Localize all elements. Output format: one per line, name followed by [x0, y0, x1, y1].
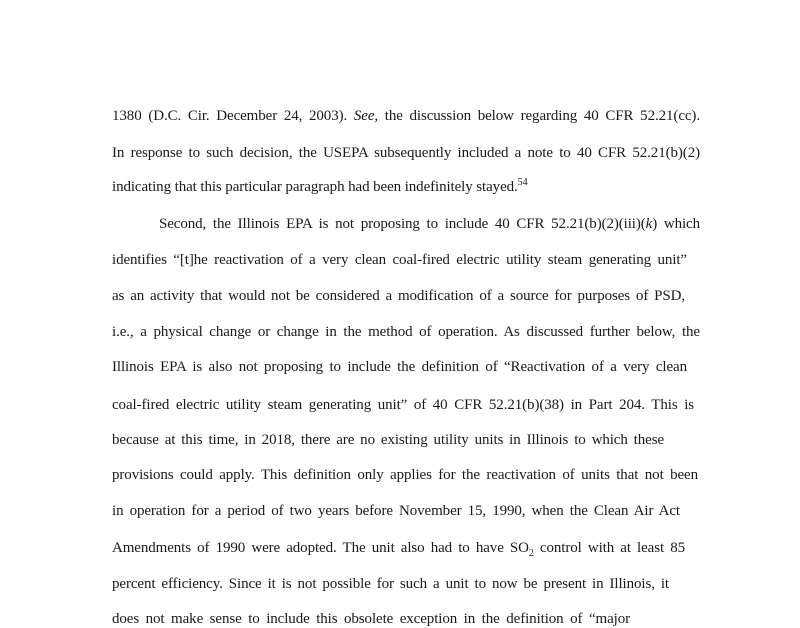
text-line — [112, 144, 700, 162]
text-run: Illinois EPA is also not proposing to include the definition of “Reactivation of a very clean — [112, 359, 687, 375]
text-run: in operation for a period of two years before November 15, 1990, when the Clean Air Act — [112, 503, 680, 519]
text-run: coal-fired electric utility steam generating unit” of 40 CFR 52.21(b)(38) in Part 204. This is — [112, 397, 694, 413]
italic-text: k — [645, 216, 653, 232]
text-line — [112, 287, 685, 305]
text-run: 1380 (D.C. Cir. December 24, 2003). — [112, 108, 354, 124]
text-line — [112, 575, 669, 593]
text-run: indicating that this particular paragraph had been indefinitely stayed. — [112, 179, 518, 195]
subscript-text: 2 — [528, 548, 534, 559]
text-run: ) which — [652, 216, 700, 232]
text-run: control with at least 85 — [533, 540, 685, 556]
text-line — [112, 323, 700, 341]
text-line — [112, 358, 687, 376]
italic-text: See, — [353, 108, 379, 124]
text-run: as an activity that would not be considered a modification of a source for purposes of PSD, — [112, 288, 685, 304]
text-run: identifies “[t]he reactivation of a very clean coal-fired electric utility steam generating unit” — [112, 252, 687, 268]
text-line — [112, 107, 700, 125]
text-run: In response to such decision, the USEPA subsequently included a note to 40 CFR 52.21(b)(2) — [112, 145, 700, 161]
text-line — [112, 178, 527, 196]
text-line — [112, 251, 687, 269]
text-line — [112, 466, 698, 484]
text-line — [159, 215, 700, 233]
text-line — [112, 502, 680, 520]
text-run: because at this time, in 2018, there are no existing utility units in Illinois to which these — [112, 432, 664, 448]
text-line — [112, 610, 630, 628]
text-run: Second, the Illinois EPA is not proposing to include 40 CFR 52.21(b)(2)(iii)( — [159, 216, 646, 232]
text-line — [112, 539, 685, 557]
footnote-ref: 54 — [517, 177, 528, 188]
text-run: Amendments of 1990 were adopted. The unit also had to have SO — [112, 540, 529, 556]
text-run: i.e., a physical change or change in the method of operation. As discussed further below, the — [112, 324, 700, 340]
text-line — [112, 396, 694, 414]
text-run: does not make sense to include this obsolete exception in the definition of “major — [112, 611, 630, 627]
text-run: the discussion below regarding 40 CFR 52.21(cc). — [378, 108, 700, 124]
text-run: percent efficiency. Since it is not possible for such a unit to now be present in Illinois, it — [112, 576, 669, 592]
text-run: provisions could apply. This definition only applies for the reactivation of units that not been — [112, 467, 698, 483]
text-line — [112, 431, 664, 449]
